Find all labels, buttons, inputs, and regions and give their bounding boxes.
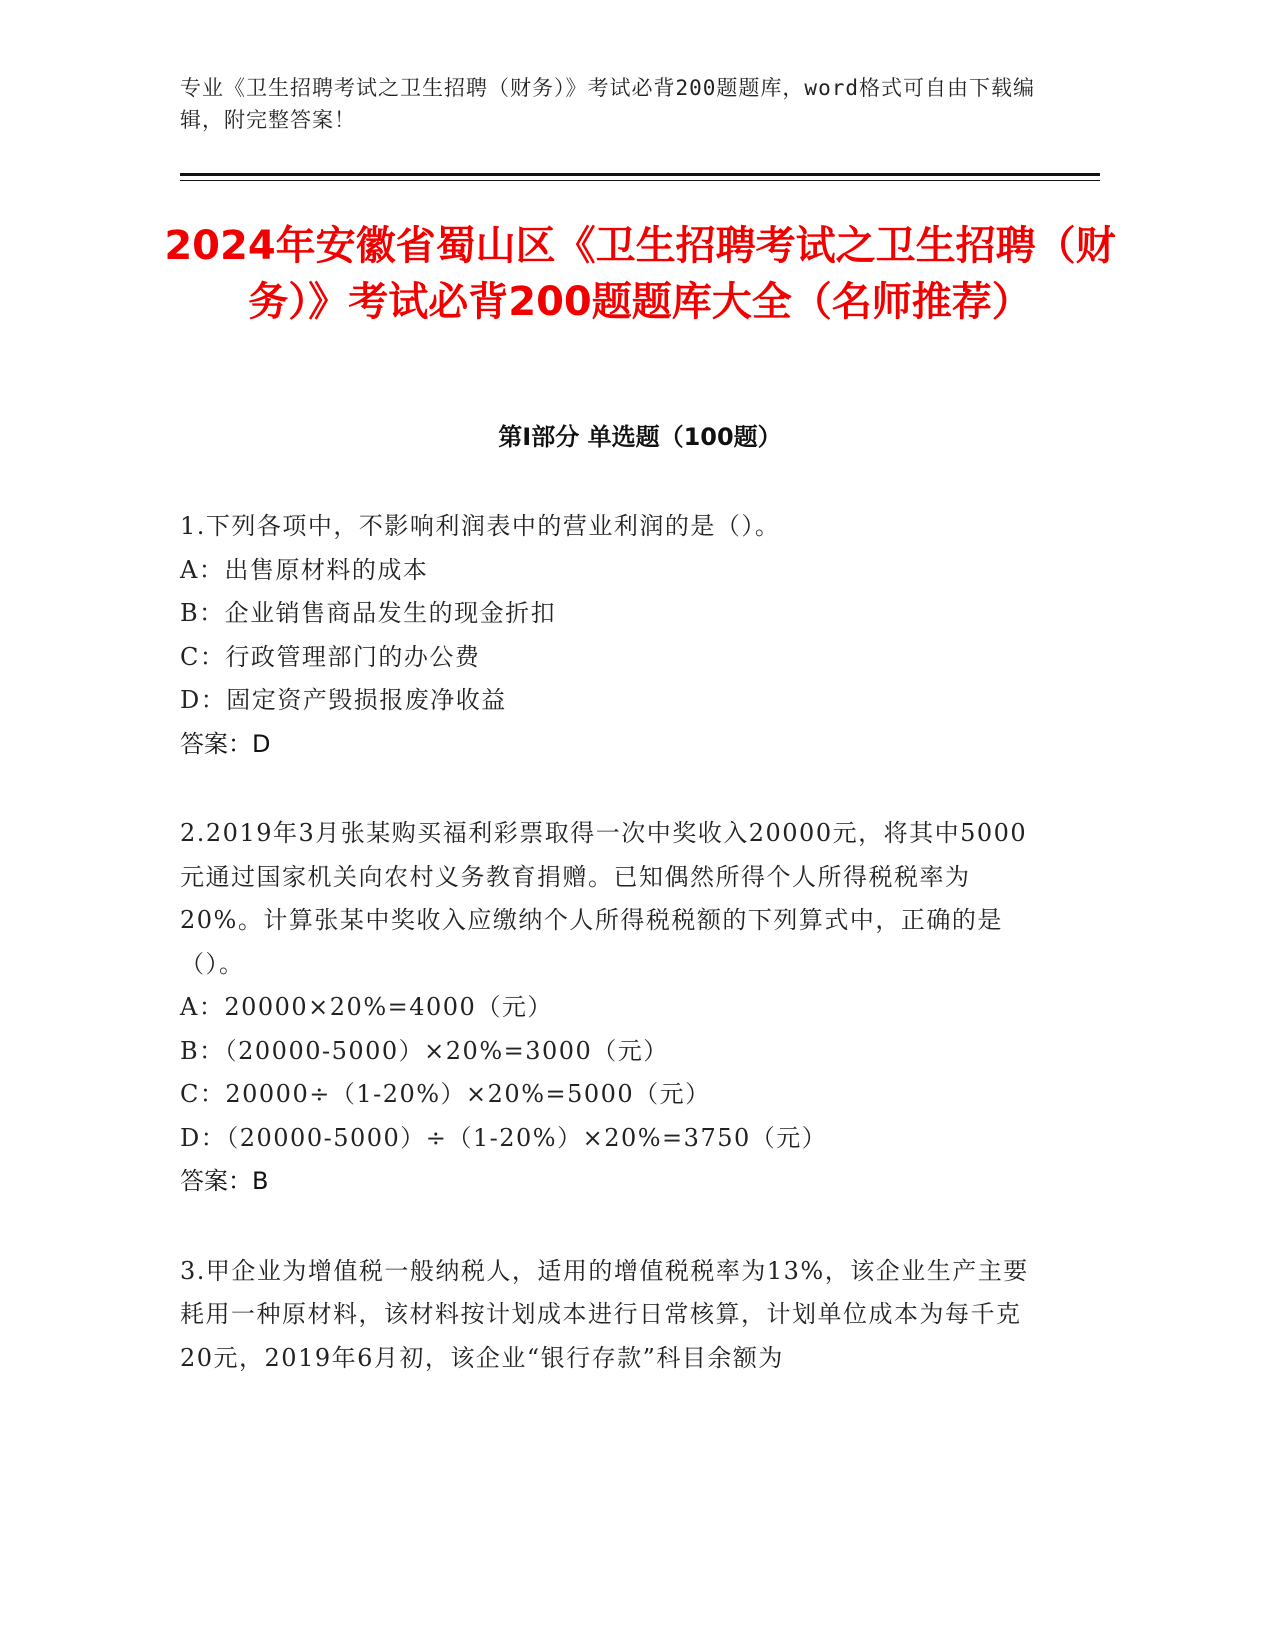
question-2 xyxy=(180,812,1050,1204)
option-d: D：固定资产毁损报废净收益 xyxy=(180,686,507,714)
question-1 xyxy=(180,505,1050,766)
option-a: A：出售原材料的成本 xyxy=(180,555,429,584)
header-note: 专业《卫生招聘考试之卫生招聘（财务）》考试必背200题题库，word格式可自由下载编辑，附完整答案！ xyxy=(180,76,1035,132)
question-text: 2.2019年3月张某购买福利彩票取得一次中奖收入20000元，将其中5000元通过国家机关向农村义务教育捐赠。已知偶然所得个人所得税税率为20%。计算张某中奖收入应缴纳个人所得税税额的下列算式中，正确的是（）。 xyxy=(180,819,1028,978)
option-c: C：行政管理部门的办公费 xyxy=(180,642,481,671)
option-b: B：企业销售商品发生的现金折扣 xyxy=(180,599,557,627)
option-d: D：（20000-5000）÷（1-20%）×20%=3750（元） xyxy=(180,1123,828,1152)
header-divider-thick xyxy=(180,173,1100,176)
question-text: 1.下列各项中，不影响利润表中的营业利润的是（）。 xyxy=(180,512,781,540)
answer: 答案：D xyxy=(180,729,271,758)
header-divider-thin xyxy=(180,180,1100,181)
question-list xyxy=(180,505,1050,1426)
question-3 xyxy=(180,1250,1050,1381)
option-c: C：20000÷（1-20%）×20%=5000（元） xyxy=(180,1080,711,1108)
document-title: 2024年安徽省蜀山区《卫生招聘考试之卫生招聘（财务）》考试必背200题题库大全（名师推荐） xyxy=(164,223,1116,325)
question-text: 3.甲企业为增值税一般纳税人，适用的增值税税率为13%，该企业生产主要耗用一种原材料，该材料按计划成本进行日常核算，计划单位成本为每千克20元，2019年6月初，该企业“银行存款”科目余额为 xyxy=(180,1256,1029,1372)
option-a: A：20000×20%=4000（元） xyxy=(180,993,553,1021)
option-b: B：（20000-5000）×20%=3000（元） xyxy=(180,1036,669,1065)
section-heading: 第I部分 单选题（100题） xyxy=(498,423,782,451)
answer: 答案：B xyxy=(180,1167,269,1195)
